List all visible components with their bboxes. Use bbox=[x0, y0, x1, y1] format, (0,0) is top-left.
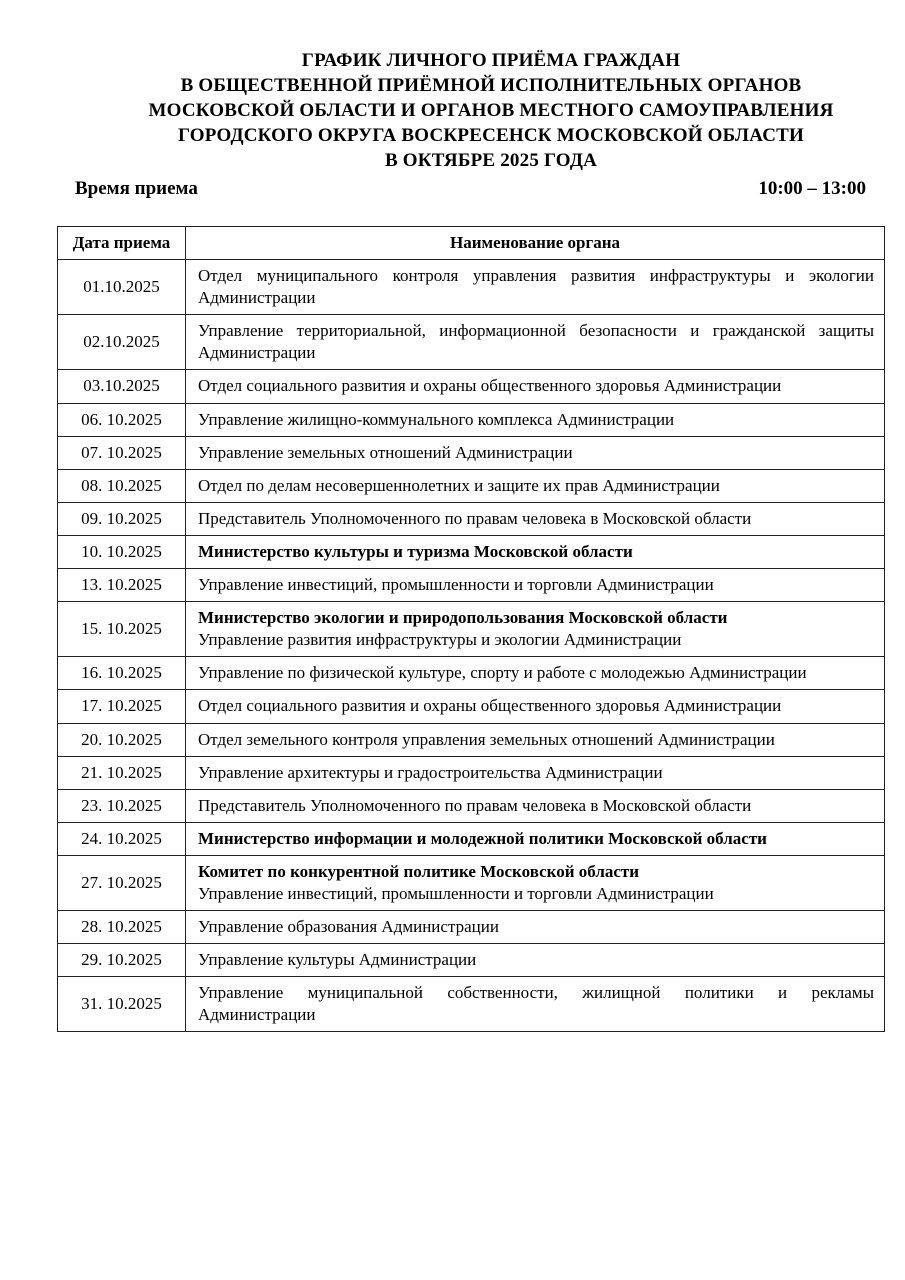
table-row bbox=[58, 569, 885, 602]
organ-cell bbox=[186, 756, 885, 789]
organ-cell bbox=[186, 370, 885, 403]
organ-name: Управление жилищно-коммунального комплекса Администрации bbox=[198, 409, 675, 429]
reception-date: 09. 10.2025 bbox=[58, 502, 186, 535]
title-line-2: В ОБЩЕСТВЕННОЙ ПРИЁМНОЙ ИСПОЛНИТЕЛЬНЫХ ОРГАНОВ bbox=[180, 75, 802, 96]
reception-time-label: Время приема bbox=[75, 178, 198, 199]
reception-date: 31. 10.2025 bbox=[58, 977, 186, 1032]
reception-date: 24. 10.2025 bbox=[58, 822, 186, 855]
table-row bbox=[58, 789, 885, 822]
organ-cell bbox=[186, 944, 885, 977]
reception-date: 17. 10.2025 bbox=[58, 690, 186, 723]
organ-cell bbox=[186, 502, 885, 535]
organ-name: Министерство информации и молодежной политики Московской области bbox=[198, 828, 767, 848]
table-header-row bbox=[58, 227, 885, 260]
reception-date: 07. 10.2025 bbox=[58, 436, 186, 469]
reception-date: 23. 10.2025 bbox=[58, 789, 186, 822]
organ-cell bbox=[186, 855, 885, 910]
table-row bbox=[58, 502, 885, 535]
table-row bbox=[58, 436, 885, 469]
reception-date: 15. 10.2025 bbox=[58, 602, 186, 657]
organ-name: Администрации bbox=[198, 1005, 316, 1025]
reception-time-value: 10:00 – 13:00 bbox=[758, 178, 866, 199]
table-row bbox=[58, 756, 885, 789]
table-row bbox=[58, 723, 885, 756]
table-row bbox=[58, 944, 885, 977]
organ-name: Отдел земельного контроля управления земельных отношений Администрации bbox=[198, 729, 775, 749]
organ-name: Управление земельных отношений Администрации bbox=[198, 442, 573, 462]
reception-date: 16. 10.2025 bbox=[58, 657, 186, 690]
organ-name: Отдел социального развития и охраны общественного здоровья Администрации bbox=[198, 376, 782, 396]
organ-name: Управление по физической культуре, спорту и работе с молодежью Администрации bbox=[198, 663, 807, 683]
title-line-1: ГРАФИК ЛИЧНОГО ПРИЁМА ГРАЖДАН bbox=[301, 50, 681, 71]
reception-date: 27. 10.2025 bbox=[58, 855, 186, 910]
table-row bbox=[58, 690, 885, 723]
organ-name: Отдел муниципального контроля управления развития инфраструктуры и экологии bbox=[198, 266, 874, 286]
organ-name: Представитель Уполномоченного по правам человека в Московской области bbox=[198, 795, 752, 815]
reception-date: 08. 10.2025 bbox=[58, 469, 186, 502]
title-line-4: ГОРОДСКОГО ОКРУГА ВОСКРЕСЕНСК МОСКОВСКОЙ ОБЛАСТИ bbox=[177, 125, 805, 146]
organ-name: Управление развития инфраструктуры и экологии Администрации bbox=[198, 630, 682, 650]
reception-date: 28. 10.2025 bbox=[58, 911, 186, 944]
reception-date: 01.10.2025 bbox=[58, 260, 186, 315]
organ-cell bbox=[186, 315, 885, 370]
organ-name: Управление инвестиций, промышленности и торговли Администрации bbox=[198, 883, 714, 903]
title-line-3: МОСКОВСКОЙ ОБЛАСТИ И ОРГАНОВ МЕСТНОГО САМОУПРАВЛЕНИЯ bbox=[148, 100, 834, 121]
organ-name: Отдел социального развития и охраны общественного здоровья Администрации bbox=[198, 696, 782, 716]
organ-name: Управление культуры Администрации bbox=[198, 950, 477, 970]
schedule-table bbox=[57, 226, 885, 1032]
col-header-organ: Наименование органа bbox=[186, 227, 885, 260]
organ-cell bbox=[186, 535, 885, 568]
title-line-5: В ОКТЯБРЕ 2025 ГОДА bbox=[384, 150, 598, 171]
organ-name: Администрации bbox=[198, 288, 316, 308]
document-content bbox=[57, 48, 885, 1032]
table-row bbox=[58, 657, 885, 690]
table-row bbox=[58, 535, 885, 568]
organ-cell bbox=[186, 977, 885, 1032]
reception-date: 21. 10.2025 bbox=[58, 756, 186, 789]
organ-name: Администрации bbox=[198, 343, 316, 363]
table-row bbox=[58, 370, 885, 403]
table-row bbox=[58, 822, 885, 855]
organ-name: Управление образования Администрации bbox=[198, 917, 499, 937]
organ-cell bbox=[186, 469, 885, 502]
table-row bbox=[58, 315, 885, 370]
reception-time-row bbox=[57, 178, 885, 200]
organ-name: Представитель Уполномоченного по правам человека в Московской области bbox=[198, 508, 752, 528]
organ-cell bbox=[186, 822, 885, 855]
organ-cell bbox=[186, 436, 885, 469]
organ-name: Управление инвестиций, промышленности и торговли Администрации bbox=[198, 575, 714, 595]
organ-name: Управление архитектуры и градостроительства Администрации bbox=[198, 762, 663, 782]
organ-cell bbox=[186, 911, 885, 944]
table-row bbox=[58, 855, 885, 910]
table-row bbox=[58, 403, 885, 436]
organ-cell bbox=[186, 569, 885, 602]
organ-name: Министерство культуры и туризма Московской области bbox=[198, 541, 633, 561]
organ-name: Управление территориальной, информационной безопасности и гражданской защиты bbox=[198, 321, 874, 341]
reception-date: 06. 10.2025 bbox=[58, 403, 186, 436]
organ-cell bbox=[186, 403, 885, 436]
organ-cell bbox=[186, 789, 885, 822]
reception-date: 13. 10.2025 bbox=[58, 569, 186, 602]
col-header-date: Дата приема bbox=[58, 227, 186, 260]
organ-name: Отдел по делам несовершеннолетних и защите их прав Администрации bbox=[198, 475, 720, 495]
reception-date: 10. 10.2025 bbox=[58, 535, 186, 568]
table-row bbox=[58, 977, 885, 1032]
reception-date: 20. 10.2025 bbox=[58, 723, 186, 756]
organ-cell bbox=[186, 260, 885, 315]
reception-date: 02.10.2025 bbox=[58, 315, 186, 370]
table-row bbox=[58, 469, 885, 502]
organ-cell bbox=[186, 690, 885, 723]
reception-date: 29. 10.2025 bbox=[58, 944, 186, 977]
organ-cell bbox=[186, 723, 885, 756]
organ-cell bbox=[186, 602, 885, 657]
reception-date: 03.10.2025 bbox=[58, 370, 186, 403]
table-row bbox=[58, 260, 885, 315]
organ-name: Управление муниципальной собственности, жилищной политики и рекламы bbox=[198, 983, 874, 1003]
organ-name: Министерство экологии и природопользования Московской области bbox=[198, 608, 728, 628]
table-row bbox=[58, 602, 885, 657]
document-title bbox=[57, 48, 885, 173]
table-row bbox=[58, 911, 885, 944]
organ-cell bbox=[186, 657, 885, 690]
organ-name: Комитет по конкурентной политике Московской области bbox=[198, 861, 640, 881]
